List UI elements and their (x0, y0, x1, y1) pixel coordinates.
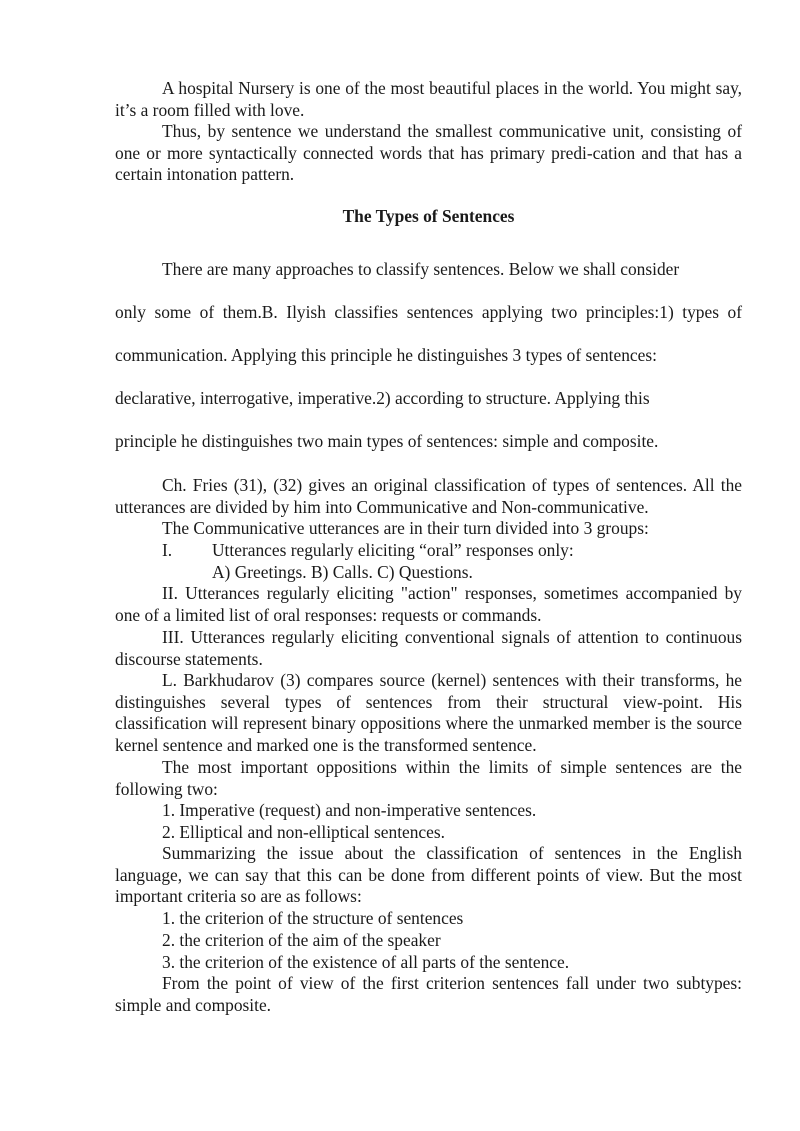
wide-line-3: communication. Applying this principle he distinguishes 3 types of sentences: (115, 345, 657, 365)
fries-paragraph-1: Ch. Fries (31), (32) gives an original classification of types of sentences. All the utterances are divided by him into Communicative and Non-communicative. (115, 475, 742, 517)
criterion-item-2: 2. the criterion of the aim of the speaker (162, 930, 441, 950)
opposition-item-2: 2. Elliptical and non-elliptical sentences. (162, 822, 445, 842)
list-item-text: Utterances regularly eliciting “oral” responses only: (212, 540, 574, 560)
fries-paragraph-2: The Communicative utterances are in their turn divided into 3 groups: (162, 518, 649, 538)
list-item-number: I. (162, 540, 173, 560)
wide-line-1: There are many approaches to classify sentences. Below we shall consider (162, 259, 680, 279)
fries-item-2: II. Utterances regularly eliciting "action" responses, sometimes accompanied by one of a limited list of oral responses: requests or commands. (115, 583, 742, 625)
barkhudarov-paragraph-2: The most important oppositions within the limits of simple sentences are the following two: (115, 757, 742, 799)
wide-line-2: only some of them.B. Ilyish classifies sentences applying two principles:1) types of (115, 302, 742, 322)
wide-spaced-block (115, 248, 742, 463)
wide-line-4: declarative, interrogative, imperative.2) according to structure. Applying this (115, 388, 650, 408)
section-heading: The Types of Sentences (342, 206, 515, 226)
wide-line-5: principle he distinguishes two main types of sentences: simple and composite. (115, 431, 659, 451)
criterion-item-3: 3. the criterion of the existence of all parts of the sentence. (162, 952, 570, 972)
opposition-item-1: 1. Imperative (request) and non-imperative sentences. (162, 800, 537, 820)
summary-paragraph-1: Summarizing the issue about the classification of sentences in the English language, we can say that this can be done from different points of view. But the most important criteria so are as follows: (115, 843, 742, 907)
criterion-item-1: 1. the criterion of the structure of sentences (162, 908, 464, 928)
intro-paragraph-2: Thus, by sentence we understand the smallest communicative unit, consisting of one or more syntactically connected words that has primary predi-cation and that has a certain intonation pattern. (115, 121, 742, 185)
fries-item-3: III. Utterances regularly eliciting conventional signals of attention to continuous discourse statements. (115, 627, 742, 669)
intro-paragraph-1: A hospital Nursery is one of the most beautiful places in the world. You might say, it’s a room filled with love. (115, 78, 742, 120)
list-sub-item: A) Greetings. B) Calls. C) Questions. (212, 562, 473, 582)
summary-paragraph-2: From the point of view of the first criterion sentences fall under two subtypes: simple and composite. (115, 973, 742, 1015)
barkhudarov-paragraph-1: L. Barkhudarov (3) compares source (kernel) sentences with their transforms, he distinguishes several types of sentences from their structural view-point. His classification will represent binary oppositions where the unmarked member is the source kernel sentence and marked one is the transformed sentence. (115, 670, 742, 755)
